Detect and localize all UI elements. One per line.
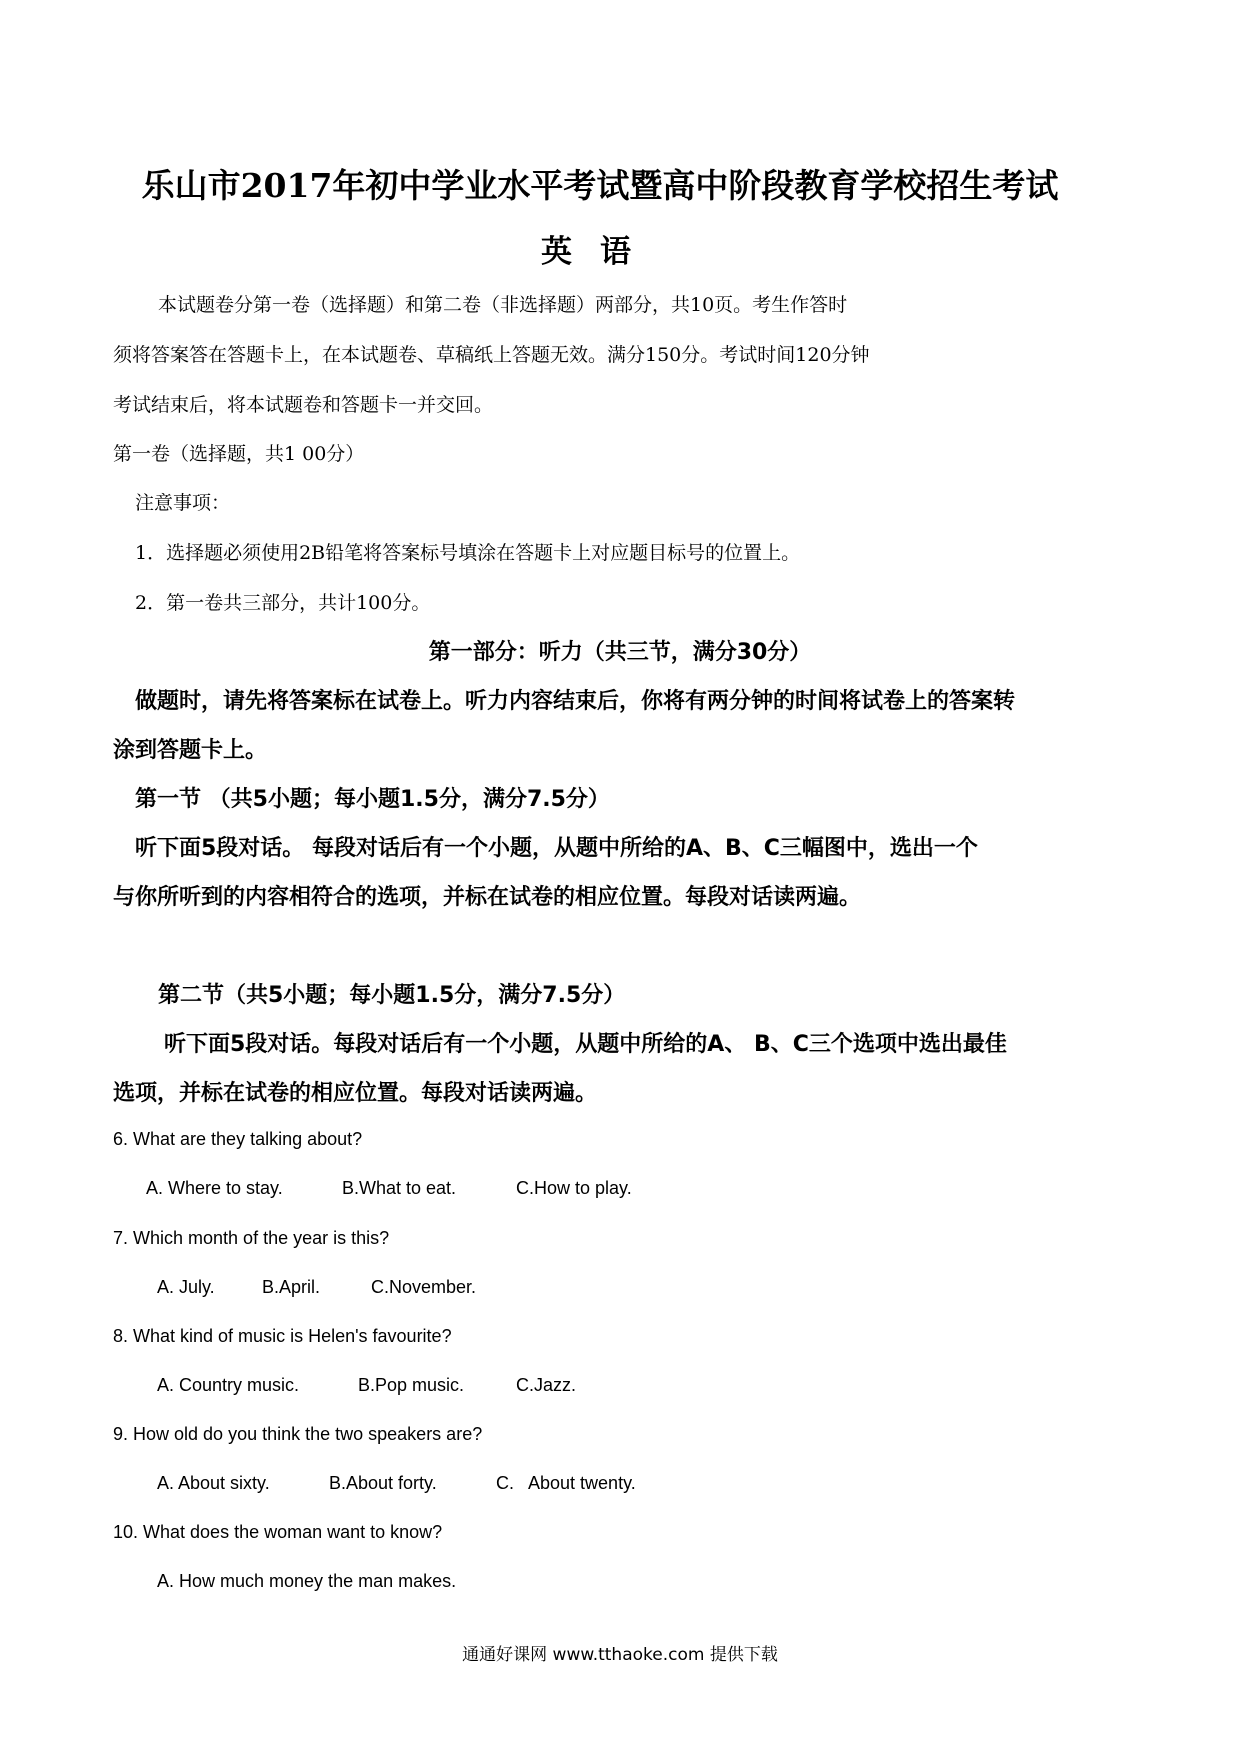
intro-line: 须将答案答在答题卡上，在本试题卷、草稿纸上答题无效。满分150分。考试时间120分钟 xyxy=(113,344,870,366)
footer-watermark: 通通好课网 www.tthaoke.com 提供下载 xyxy=(462,1645,778,1665)
section2-instruction: 选项，并标在试卷的相应位置。每段对话读两遍。 xyxy=(113,1081,598,1106)
option: C.November. xyxy=(371,1277,477,1297)
volume-heading: 第一卷（选择题，共1 00分） xyxy=(113,443,365,465)
option: A. Where to stay. xyxy=(146,1178,283,1198)
options-6 xyxy=(146,1178,632,1199)
section1-heading: 第一节 （共5小题；每小题1.5分，满分7.5分） xyxy=(135,787,610,812)
option: A. July. xyxy=(157,1277,215,1297)
part1-instruction: 涂到答题卡上。 xyxy=(113,738,268,763)
option: C.How to play. xyxy=(516,1178,632,1198)
section1-instruction: 与你所听到的内容相符合的选项，并标在试卷的相应位置。每段对话读两遍。 xyxy=(113,885,862,910)
option: A. How much money the man makes. xyxy=(157,1571,457,1591)
options-8 xyxy=(157,1375,576,1396)
options-9 xyxy=(157,1473,636,1494)
option: C. About twenty. xyxy=(496,1473,636,1493)
question-6: 6. What are they talking about? xyxy=(113,1129,363,1149)
option: C.Jazz. xyxy=(516,1375,577,1395)
section2-instruction: 听下面5段对话。每段对话后有一个小题，从题中所给的A、 B、C三个选项中选出最佳 xyxy=(164,1032,1007,1057)
option: B.Pop music. xyxy=(358,1375,465,1395)
section2-heading: 第二节（共5小题；每小题1.5分，满分7.5分） xyxy=(158,983,626,1008)
question-9: 9. How old do you think the two speakers are? xyxy=(113,1424,483,1444)
intro-line: 考试结束后，将本试题卷和答题卡一并交回。 xyxy=(113,394,494,416)
notes-heading: 注意事项： xyxy=(135,492,231,514)
question-7: 7. Which month of the year is this? xyxy=(113,1228,390,1248)
option: B.April. xyxy=(262,1277,321,1297)
intro-line: 本试题卷分第一卷（选择题）和第二卷（非选择题）两部分，共10页。考生作答时 xyxy=(158,294,848,316)
question-8: 8. What kind of music is Helen's favourite? xyxy=(113,1326,452,1346)
option: B.What to eat. xyxy=(342,1178,457,1198)
subject-title: 英语 xyxy=(541,234,659,270)
option: A. About sixty. xyxy=(157,1473,270,1493)
exam-title: 乐山市2017年初中学业水平考试暨高中阶段教育学校招生考试 xyxy=(141,166,1059,205)
options-7 xyxy=(157,1277,476,1298)
section1-instruction: 听下面5段对话。 每段对话后有一个小题，从题中所给的A、B、C三幅图中，选出一个 xyxy=(135,836,978,861)
question-10: 10. What does the woman want to know? xyxy=(113,1522,443,1542)
part1-heading: 第一部分：听力（共三节，满分30分） xyxy=(428,640,812,665)
options-10 xyxy=(157,1571,456,1592)
option: B.About forty. xyxy=(329,1473,437,1493)
option: A. Country music. xyxy=(157,1375,300,1395)
note-item: 1．选择题必须使用2B铅笔将答案标号填涂在答题卡上对应题目标号的位置上。 xyxy=(135,542,801,564)
part1-instruction: 做题时，请先将答案标在试卷上。听力内容结束后，你将有两分钟的时间将试卷上的答案转 xyxy=(135,689,1016,714)
note-item: 2．第一卷共三部分，共计100分。 xyxy=(135,592,431,614)
